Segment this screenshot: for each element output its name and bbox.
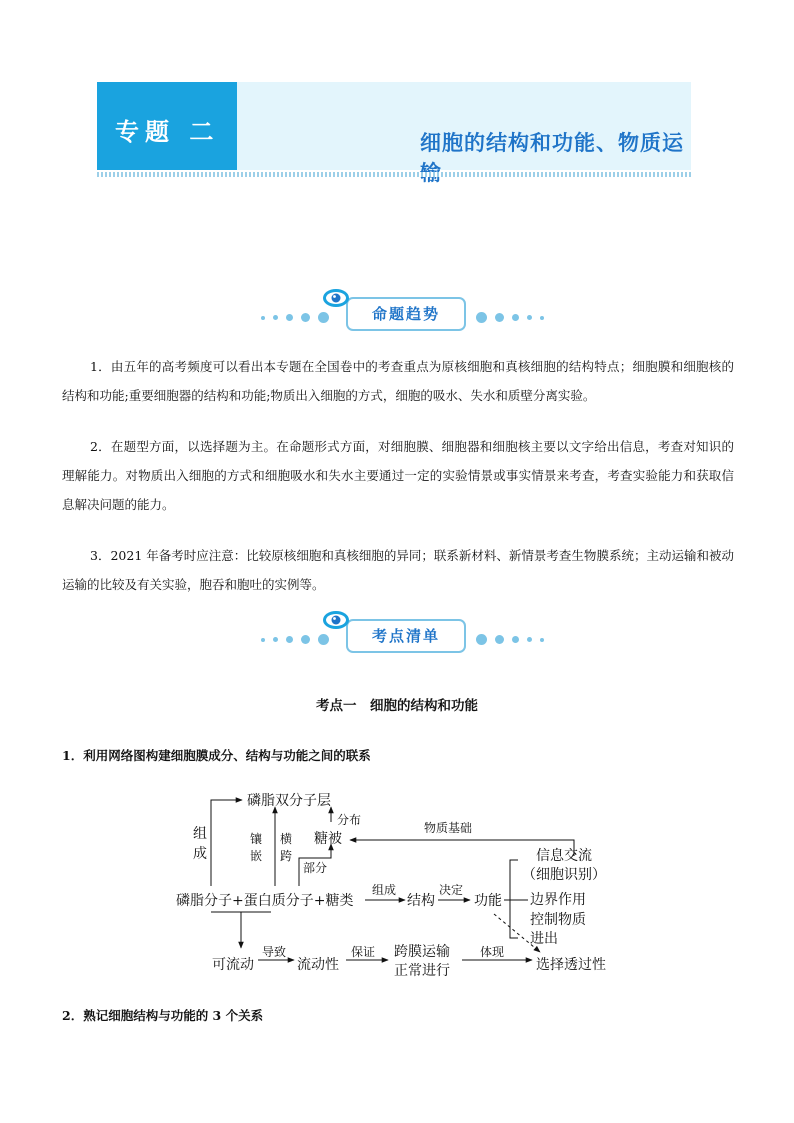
list-dots-right xyxy=(476,634,544,645)
eye-icon xyxy=(321,609,351,631)
list-dots-left xyxy=(261,634,329,645)
diagram-compose-left-1: 组 xyxy=(193,826,207,842)
topic-tag: 专题 二 xyxy=(115,118,220,146)
diagram-transmembrane-1: 跨膜运输 xyxy=(394,944,450,960)
trend-badge xyxy=(321,293,466,333)
diagram-cell-recognition: （细胞识别） xyxy=(522,867,606,883)
diagram-function: 功能 xyxy=(474,893,502,909)
list-badge xyxy=(321,615,466,655)
diagram-components: 磷脂分子+蛋白质分子+糖类 xyxy=(176,893,354,909)
diagram-structure: 结构 xyxy=(407,893,435,909)
list-badge-label: 考点清单 xyxy=(371,627,440,645)
diagram-embed-2: 嵌 xyxy=(250,849,263,863)
diagram-material-basis: 物质基础 xyxy=(424,821,473,835)
banner-divider xyxy=(97,172,691,177)
diagram-control-material: 控制物质 xyxy=(530,912,586,928)
item-2-heading: 2．熟记细胞结构与功能的 3 个关系 xyxy=(62,1008,264,1023)
banner-tag-block xyxy=(97,82,237,170)
diagram-determine: 决定 xyxy=(439,883,464,897)
eye-icon xyxy=(321,287,351,309)
diagram-selective: 选择透过性 xyxy=(536,957,606,973)
trend-badge-label: 命题趋势 xyxy=(371,305,440,323)
diagram-compose: 组成 xyxy=(372,883,397,897)
diagram-compose-left-2: 成 xyxy=(193,846,207,862)
banner-title-block xyxy=(237,82,691,170)
trend-dots-right xyxy=(476,312,544,323)
diagram-distribution: 分布 xyxy=(337,813,362,827)
diagram-boundary: 边界作用 xyxy=(530,892,586,908)
diagram-phospholipid-bilayer: 磷脂双分子层 xyxy=(247,793,331,809)
diagram-ensure: 保证 xyxy=(351,945,376,959)
diagram-transmembrane-2: 正常进行 xyxy=(394,963,450,979)
diagram-embody: 体现 xyxy=(480,945,505,959)
diagram-in-out: 进出 xyxy=(530,931,558,947)
diagram-info-exchange: 信息交流 xyxy=(536,848,592,864)
trend-paragraph-1: 1．由五年的高考频度可以看出本专题在全国卷中的考查重点为原核细胞和真核细胞的结构特点；细胞膜和细胞核的结构和功能;重要细胞器的结构和功能;物质出入细胞的方式，细胞的吸水、失水和质壁分离实验。 xyxy=(62,359,734,403)
diagram-across-1: 横 xyxy=(280,832,293,846)
point-title: 考点一 细胞的结构和功能 xyxy=(316,698,478,714)
diagram-across-2: 跨 xyxy=(280,849,293,863)
diagram-lead-to: 导致 xyxy=(262,945,287,959)
list-badge-box xyxy=(346,619,466,653)
diagram-embed-1: 镶 xyxy=(250,832,263,846)
diagram-mobile: 可流动 xyxy=(212,957,254,973)
membrane-concept-diagram xyxy=(0,780,794,990)
topic-title: 细胞的结构和功能、物质运 xyxy=(420,131,684,155)
diagram-fluidity: 流动性 xyxy=(297,957,339,973)
diagram-glycocalyx: 糖被 xyxy=(314,831,342,847)
header-banner xyxy=(97,82,691,170)
trend-paragraph-2: 2．在题型方面，以选择题为主。在命题形式方面，对细胞膜、细胞器和细胞核主要以文字给出信息，考查对知识的理解能力。对物质出入细胞的方式和细胞吸水和失水主要通过一定的实验情景或事实情景来考查，考查实验能力和获取信息解决问题的能力。 xyxy=(62,439,734,512)
trend-badge-box xyxy=(346,297,466,331)
trend-dots-left xyxy=(261,312,329,323)
trend-paragraph-3: 3．2021 年备考时应注意：比较原核细胞和真核细胞的异同；联系新材料、新情景考查生物膜系统；主动运输和被动运输的比较及有关实验，胞吞和胞吐的实例等。 xyxy=(62,548,734,592)
item-1-heading: 1．利用网络图构建细胞膜成分、结构与功能之间的联系 xyxy=(62,748,371,763)
diagram-part: 部分 xyxy=(303,861,328,875)
